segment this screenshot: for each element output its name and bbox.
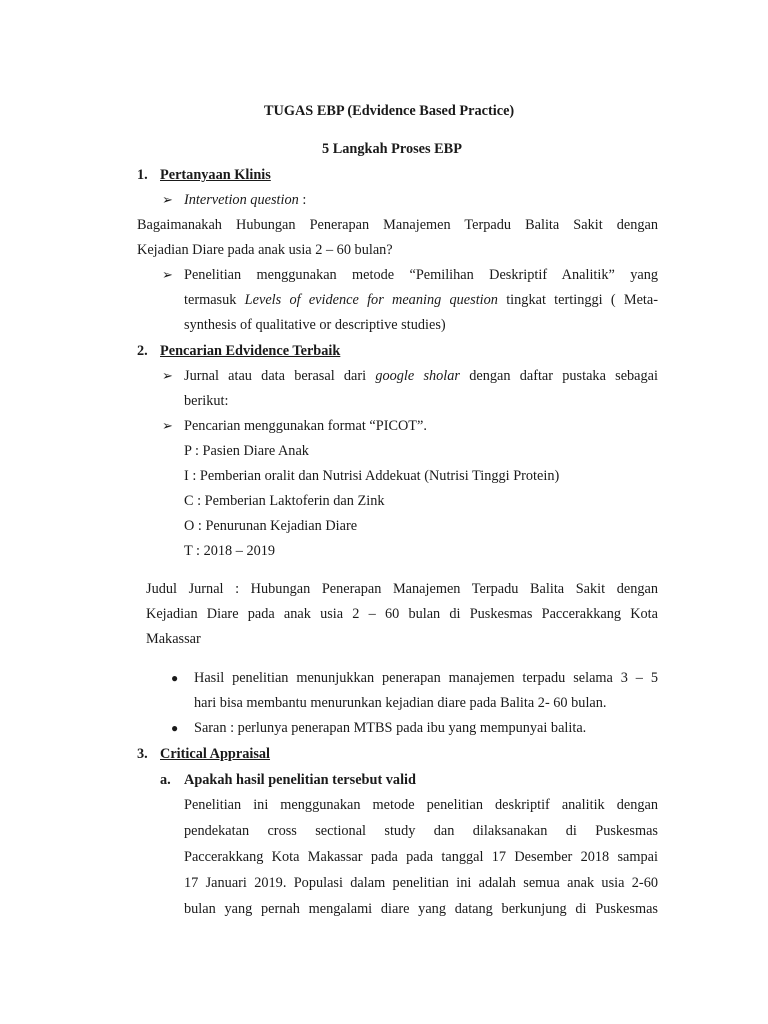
result-line-2: hari bisa membantu menurunkan kejadian diare pada Balita 2- 60 bulan. bbox=[194, 695, 607, 711]
journal-line-2: Kejadian Diare pada anak usia 2 – 60 bulan di Puskesmas Paccerakkang Kota bbox=[146, 606, 658, 622]
bullet-dot-icon: ● bbox=[171, 721, 179, 735]
section2-bullet2: Pencarian menggunakan format “PICOT”. bbox=[184, 418, 427, 434]
bullet-dot-icon: ● bbox=[171, 671, 179, 685]
paragraph-line-5: bulan yang pernah mengalami diare yang datang berkunjung di Puskesmas bbox=[184, 901, 658, 917]
s2b1-text-b: dengan daftar pustaka sebagai bbox=[460, 368, 658, 384]
bullet2-text-italic: Levels of evidence for meaning question bbox=[244, 292, 498, 308]
intervention-question-label: Intervetion question bbox=[184, 192, 299, 208]
section1-bullet1 bbox=[184, 191, 306, 209]
intervention-question-colon: : bbox=[298, 192, 307, 208]
section3-sub-a-number: a. bbox=[160, 772, 171, 788]
section3-sub-a-heading: Apakah hasil penelitian tersebut valid bbox=[184, 772, 416, 788]
section1-heading: Pertanyaan Klinis bbox=[160, 167, 271, 183]
s2b1-text-italic: google sholar bbox=[375, 368, 460, 384]
section2-heading: Pencarian Edvidence Terbaik bbox=[160, 343, 341, 359]
journal-line-1: Judul Jurnal : Hubungan Penerapan Manajemen Terpadu Balita Sakit dengan bbox=[146, 581, 658, 597]
section3-number: 3. bbox=[137, 746, 148, 762]
question-line-2: Kejadian Diare pada anak usia 2 – 60 bulan? bbox=[137, 242, 393, 258]
question-line-1: Bagaimanakah Hubungan Penerapan Manajemen Terpadu Balita Sakit dengan bbox=[137, 217, 658, 233]
section1-bullet2-line2 bbox=[184, 291, 658, 309]
section2-number: 2. bbox=[137, 343, 148, 359]
paragraph-line-3: Paccerakkang Kota Makassar pada pada tanggal 17 Desember 2018 sampai bbox=[184, 849, 658, 865]
arrow-bullet-icon: ➢ bbox=[162, 267, 173, 282]
picot-i: I : Pemberian oralit dan Nutrisi Addekuat (Nutrisi Tinggi Protein) bbox=[184, 468, 560, 484]
document-title: TUGAS EBP (Edvidence Based Practice) bbox=[264, 103, 515, 119]
journal-line-3: Makassar bbox=[146, 631, 201, 647]
picot-c: C : Pemberian Laktoferin dan Zink bbox=[184, 493, 385, 509]
bullet2-text-b: tingkat tertinggi ( Meta- bbox=[497, 292, 659, 308]
bullet2-text-a: termasuk bbox=[184, 292, 245, 308]
arrow-bullet-icon: ➢ bbox=[162, 418, 173, 433]
s2b1-text-a: Jurnal atau data berasal dari bbox=[184, 368, 376, 384]
document-subtitle: 5 Langkah Proses EBP bbox=[322, 141, 462, 157]
suggestion-line: Saran : perlunya penerapan MTBS pada ibu yang mempunyai balita. bbox=[194, 720, 587, 736]
section1-bullet2-line1: Penelitian menggunakan metode “Pemilihan Deskriptif Analitik” yang bbox=[184, 267, 658, 283]
section1-number: 1. bbox=[137, 167, 148, 183]
paragraph-line-1: Penelitian ini menggunakan metode penelitian deskriptif analitik dengan bbox=[184, 797, 658, 813]
section2-bullet1-line2: berikut: bbox=[184, 393, 229, 409]
section1-bullet2-line3: synthesis of qualitative or descriptive studies) bbox=[184, 317, 446, 333]
arrow-bullet-icon: ➢ bbox=[162, 192, 173, 207]
picot-p: P : Pasien Diare Anak bbox=[184, 443, 309, 459]
result-line-1: Hasil penelitian menunjukkan penerapan manajemen terpadu selama 3 – 5 bbox=[194, 670, 658, 686]
section3-heading: Critical Appraisal bbox=[160, 746, 271, 762]
picot-t: T : 2018 – 2019 bbox=[184, 543, 276, 559]
paragraph-line-4: 17 Januari 2019. Populasi dalam penelitian ini adalah semua anak usia 2-60 bbox=[184, 875, 658, 891]
section2-bullet1-line1 bbox=[184, 367, 658, 385]
arrow-bullet-icon: ➢ bbox=[162, 368, 173, 383]
picot-o: O : Penurunan Kejadian Diare bbox=[184, 518, 358, 534]
paragraph-line-2: pendekatan cross sectional study dan dilaksanakan di Puskesmas bbox=[184, 823, 658, 839]
